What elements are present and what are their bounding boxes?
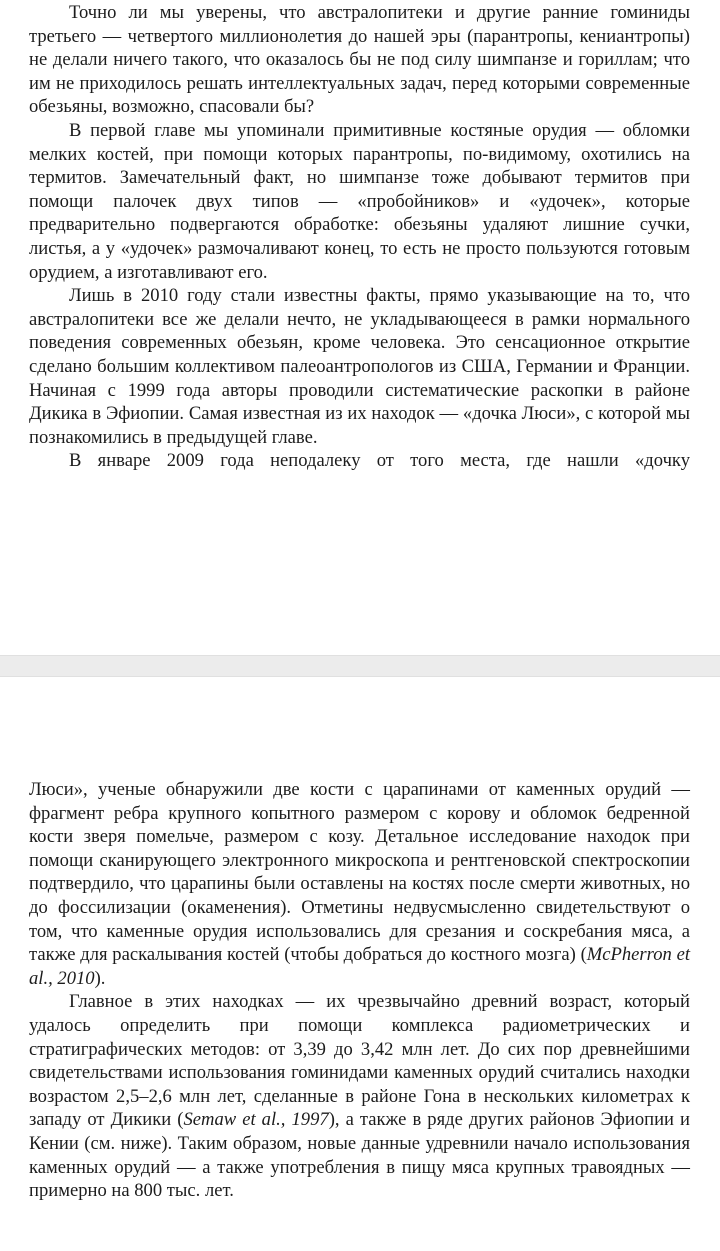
page-lower xyxy=(0,677,720,1251)
citation: Semaw et al., 1997 xyxy=(183,1109,329,1131)
paragraph-text: Люси», ученые обнаружили две кости с царапинами от каменных орудий — фрагмент ребра крупного копытного размером с корову и обломок бедренной кости зверя помельче, размером с козу. Детальное исследование находок при помощи сканирующего электронного микроскопа и рентгеновской спектроскопии подтвердило, что царапины были оставлены на костях после смерти животных, но до фоссилизации (окаменения). Отметины недвусмысленно свидетельствуют о том, что каменные орудия использовались для срезания и соскребания мяса, а также для раскалывания костей (чтобы добраться до костного мозга) ( xyxy=(29,779,690,966)
paragraph-continuation xyxy=(29,778,690,990)
paragraph-text: ). xyxy=(94,967,106,989)
paragraph: Точно ли мы уверены, что австралопитеки и другие ранние гоминиды третьего — четвертого миллионолетия до нашей эры (парантропы, кениантропы) не делали ничего такого, что оказалось бы не под силу шимпанзе и гориллам; что им не приходилось решать интеллектуальных задач, перед которыми современные обезьяны, возможно, спасовали бы? xyxy=(29,2,690,118)
page-lower-text xyxy=(29,778,690,1203)
paragraph xyxy=(29,990,690,1202)
paragraph-text: Главное в этих находках — их чрезвычайно древний возраст, который удалось определить при помощи комплекса радиометрических и стратиграфических методов: от 3,39 до 3,42 млн лет. До сих пор древнейшими свидетельствами использования гоминидами каменных орудий считались находки возрастом 2,5–2,6 млн лет, сделанные в районе Гона в нескольких километрах к западу от Дикики ( xyxy=(29,991,690,1131)
paragraph-text: ), а также в ряде других районов Эфиопии и Кении (см. ниже). Таким образом, новые данные удревнили начало использования каменных орудий — а также употребления в пищу мяса крупных травоядных — примерно на 800 тыс. лет. xyxy=(29,1109,690,1202)
paragraph-continued: В январе 2009 года неподалеку от того места, где нашли «дочку xyxy=(69,450,690,472)
citation: McPherron et al., 2010 xyxy=(29,944,690,989)
page-upper-text xyxy=(29,1,690,473)
page-separator xyxy=(0,655,720,677)
paragraph: Лишь в 2010 году стали известны факты, прямо указывающие на то, что австралопитеки все же делали нечто, не укладывающееся в рамки нормального поведения современных обезьян, кроме человека. Это сенсационное открытие сделано большим коллективом палеоантропологов из США, Германии и Франции. Начиная с 1999 года авторы проводили систематические раскопки в районе Дикика в Эфиопии. Самая известная из их находок — «дочка Люси», с которой мы познакомились в предыдущей главе. xyxy=(29,285,690,448)
paragraph: В первой главе мы упоминали примитивные костяные орудия — обломки мелких костей, при помощи которых парантропы, по-видимому, охотились на термитов. Замечательный факт, но шимпанзе тоже добывают термитов при помощи палочек двух типов — «пробойников» и «удочек», которые предварительно подвергаются обработке: обезьяны удаляют лишние сучки, листья, а у «удочек» размочаливают конец, то есть не просто пользуются готовым орудием, а изготавливают его. xyxy=(29,119,690,283)
